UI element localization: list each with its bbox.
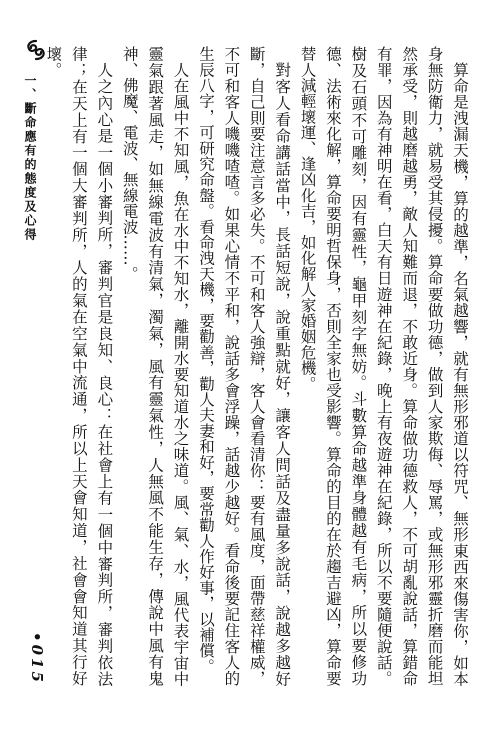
paragraph: 算命是洩漏天機，算的越準，名氣越響，就有無形邪道以符咒、無形東西來傷害你，如本身無防衛力，就易受其侵擾。算命要做功德，做到人家欺侮、辱罵，或無形邪靈折磨而能坦然承受，則越磨越勇，敵人知難而退，不敢近身。算命做功德救人，不可胡亂說話，算錯命有罪，因為有神明在看，白天有日遊神在紀錄，晚上有夜遊神在紀錄，所以不要隨便說話。樹及石頭不可雕刻，因有靈性，龜甲刻字無妨。斗數算命越準身體越有毛病，所以要修功德、法術來化解，算命要明哲保身，否則全家也受影響。算命的目的在於趨吉避凶，算命要替人減輕壞運、逢凶化吉，如化解人家婚姻危機。 (298, 46, 469, 686)
page-number: •015 (28, 632, 46, 685)
paragraph: 人在風中不知風，魚在水中不知水，離開水要知道水之味道。風、氣、水，風代表宇宙中靈氣跟著風走，如無線電波有清氣，濁氣，風有靈氣性，人無風不能生存，傳說中風有鬼神、佛魔、電波、無線電波……。 (120, 46, 190, 686)
running-head: 一、斷命應有的態度及心得 (23, 74, 37, 242)
paragraph: 對客人看命講話當中，長話短說，說重點就好，讓客人問話及盡量多說話，說越多越好斷，自己則要注意言多必失。不可和客人強辯，客人會看清你：要有風度，面帶慈祥權威，不可和客人嘰嘰喳喳。如果心情不平和，說話多會浮躁，話越少越好。看命後要記住客人的生辰八字，可研究命盤。看命洩天機，要勸善，勸人夫妻和好，要常勸人作好事，以補償。 (196, 46, 292, 686)
paragraph: 人之內心是一個小審判所，審判官是良知、良心：在社會上有一個中審判所，審判依法律；在天上有一個大審判所，人的氣在空氣中流通，所以上天會知道，社會會知道其行好壞。 (44, 46, 114, 686)
body-text (44, 46, 472, 686)
